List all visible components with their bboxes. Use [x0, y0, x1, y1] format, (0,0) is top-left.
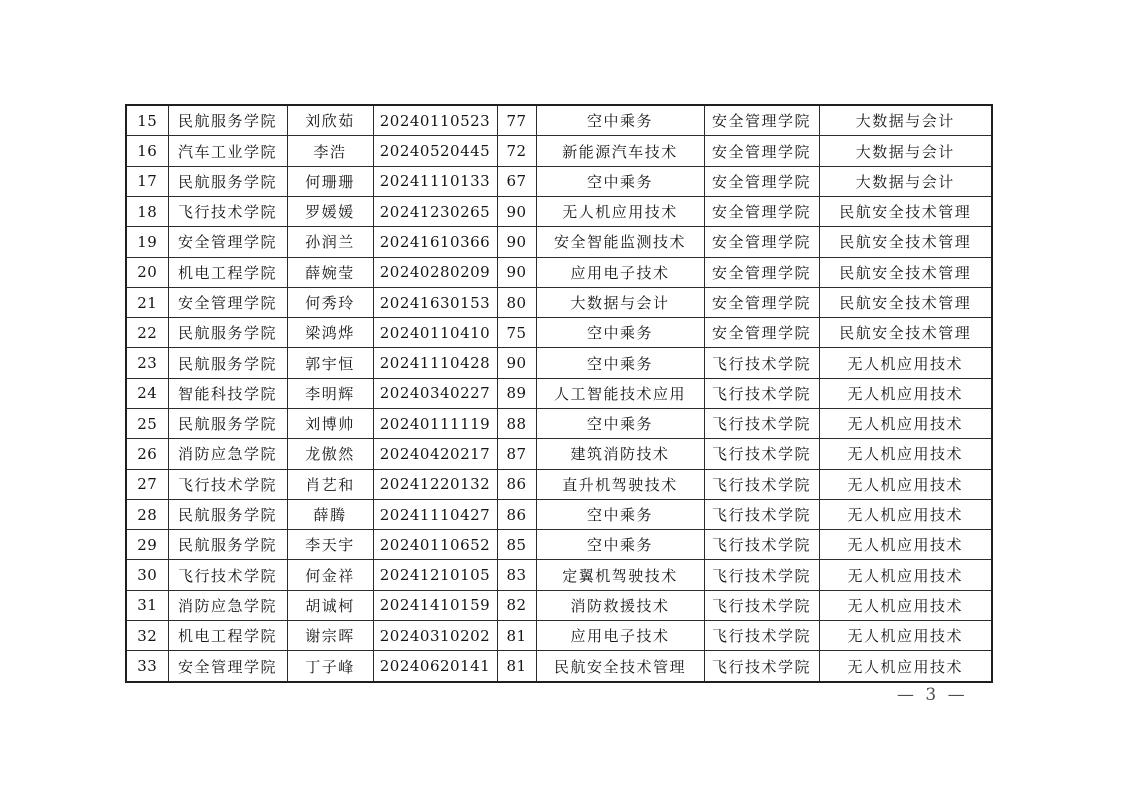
cell-college: 机电工程学院 — [168, 620, 287, 650]
cell-college: 民航服务学院 — [168, 348, 287, 378]
cell-transfer-major: 民航安全技术管理 — [819, 257, 992, 287]
cell-student-name: 肖艺和 — [287, 469, 373, 499]
cell-transfer-college: 安全管理学院 — [704, 105, 819, 136]
cell-transfer-college: 飞行技术学院 — [704, 378, 819, 408]
cell-transfer-college: 安全管理学院 — [704, 227, 819, 257]
cell-score: 67 — [497, 166, 536, 196]
cell-transfer-college: 安全管理学院 — [704, 257, 819, 287]
cell-transfer-college: 飞行技术学院 — [704, 439, 819, 469]
cell-college: 民航服务学院 — [168, 530, 287, 560]
table-row — [126, 530, 992, 560]
cell-serial-number: 23 — [126, 348, 168, 378]
table-row — [126, 287, 992, 317]
cell-college: 飞行技术学院 — [168, 197, 287, 227]
cell-student-name: 何秀玲 — [287, 287, 373, 317]
cell-transfer-college: 安全管理学院 — [704, 197, 819, 227]
cell-transfer-college: 飞行技术学院 — [704, 560, 819, 590]
cell-student-id: 20240340227 — [373, 378, 497, 408]
table-row — [126, 590, 992, 620]
table-row — [126, 318, 992, 348]
cell-college: 民航服务学院 — [168, 499, 287, 529]
cell-major: 大数据与会计 — [536, 287, 704, 317]
cell-transfer-major: 无人机应用技术 — [819, 348, 992, 378]
cell-major: 人工智能技术应用 — [536, 378, 704, 408]
cell-transfer-major: 民航安全技术管理 — [819, 287, 992, 317]
cell-score: 81 — [497, 620, 536, 650]
table-row — [126, 197, 992, 227]
student-transfer-table — [125, 104, 993, 683]
cell-transfer-college: 安全管理学院 — [704, 136, 819, 166]
cell-serial-number: 30 — [126, 560, 168, 590]
cell-major: 空中乘务 — [536, 348, 704, 378]
cell-major: 应用电子技术 — [536, 620, 704, 650]
cell-transfer-major: 民航安全技术管理 — [819, 318, 992, 348]
table-body — [126, 105, 992, 682]
table-row — [126, 651, 992, 682]
cell-major: 民航安全技术管理 — [536, 651, 704, 682]
cell-student-name: 刘欣茹 — [287, 105, 373, 136]
cell-student-name: 何珊珊 — [287, 166, 373, 196]
cell-major: 空中乘务 — [536, 318, 704, 348]
cell-student-name: 薛腾 — [287, 499, 373, 529]
cell-major: 新能源汽车技术 — [536, 136, 704, 166]
cell-student-name: 薛婉莹 — [287, 257, 373, 287]
cell-transfer-major: 大数据与会计 — [819, 166, 992, 196]
cell-transfer-major: 无人机应用技术 — [819, 439, 992, 469]
cell-student-name: 李天宇 — [287, 530, 373, 560]
cell-major: 直升机驾驶技术 — [536, 469, 704, 499]
cell-transfer-major: 民航安全技术管理 — [819, 197, 992, 227]
table-row — [126, 560, 992, 590]
cell-student-name: 梁鸿烨 — [287, 318, 373, 348]
cell-score: 90 — [497, 257, 536, 287]
cell-transfer-college: 飞行技术学院 — [704, 348, 819, 378]
cell-score: 85 — [497, 530, 536, 560]
cell-student-name: 郭宇恒 — [287, 348, 373, 378]
cell-student-id: 20241110427 — [373, 499, 497, 529]
cell-score: 87 — [497, 439, 536, 469]
cell-serial-number: 19 — [126, 227, 168, 257]
cell-serial-number: 29 — [126, 530, 168, 560]
cell-score: 80 — [497, 287, 536, 317]
cell-student-id: 20240520445 — [373, 136, 497, 166]
cell-student-id: 20241110428 — [373, 348, 497, 378]
cell-serial-number: 25 — [126, 409, 168, 439]
cell-transfer-college: 安全管理学院 — [704, 287, 819, 317]
cell-student-name: 何金祥 — [287, 560, 373, 590]
cell-college: 民航服务学院 — [168, 105, 287, 136]
cell-score: 88 — [497, 409, 536, 439]
cell-serial-number: 28 — [126, 499, 168, 529]
table-row — [126, 166, 992, 196]
table-row — [126, 469, 992, 499]
cell-major: 应用电子技术 — [536, 257, 704, 287]
table-row — [126, 348, 992, 378]
table-row — [126, 136, 992, 166]
cell-serial-number: 22 — [126, 318, 168, 348]
cell-student-id: 20241110133 — [373, 166, 497, 196]
cell-transfer-major: 无人机应用技术 — [819, 378, 992, 408]
cell-college: 消防应急学院 — [168, 439, 287, 469]
table-row — [126, 620, 992, 650]
cell-student-id: 20241610366 — [373, 227, 497, 257]
cell-transfer-college: 飞行技术学院 — [704, 620, 819, 650]
cell-major: 空中乘务 — [536, 409, 704, 439]
cell-student-id: 20241230265 — [373, 197, 497, 227]
cell-student-id: 20240620141 — [373, 651, 497, 682]
cell-major: 空中乘务 — [536, 499, 704, 529]
cell-student-id: 20240110410 — [373, 318, 497, 348]
cell-college: 智能科技学院 — [168, 378, 287, 408]
cell-student-id: 20240280209 — [373, 257, 497, 287]
cell-major: 安全智能监测技术 — [536, 227, 704, 257]
cell-serial-number: 21 — [126, 287, 168, 317]
table-row — [126, 105, 992, 136]
table-row — [126, 227, 992, 257]
cell-transfer-college: 飞行技术学院 — [704, 469, 819, 499]
cell-major: 空中乘务 — [536, 530, 704, 560]
cell-transfer-college: 飞行技术学院 — [704, 651, 819, 682]
cell-serial-number: 15 — [126, 105, 168, 136]
cell-serial-number: 27 — [126, 469, 168, 499]
cell-student-id: 20241210105 — [373, 560, 497, 590]
cell-transfer-major: 无人机应用技术 — [819, 469, 992, 499]
cell-transfer-college: 飞行技术学院 — [704, 530, 819, 560]
cell-score: 90 — [497, 197, 536, 227]
cell-student-id: 20240111119 — [373, 409, 497, 439]
cell-transfer-major: 大数据与会计 — [819, 105, 992, 136]
cell-student-id: 20241410159 — [373, 590, 497, 620]
cell-major: 建筑消防技术 — [536, 439, 704, 469]
cell-serial-number: 32 — [126, 620, 168, 650]
cell-transfer-college: 飞行技术学院 — [704, 409, 819, 439]
cell-student-name: 胡诚柯 — [287, 590, 373, 620]
cell-score: 90 — [497, 227, 536, 257]
cell-major: 定翼机驾驶技术 — [536, 560, 704, 590]
cell-college: 安全管理学院 — [168, 651, 287, 682]
cell-transfer-major: 无人机应用技术 — [819, 409, 992, 439]
cell-score: 90 — [497, 348, 536, 378]
cell-score: 86 — [497, 499, 536, 529]
cell-transfer-major: 无人机应用技术 — [819, 590, 992, 620]
cell-score: 75 — [497, 318, 536, 348]
cell-student-name: 丁子峰 — [287, 651, 373, 682]
cell-transfer-major: 无人机应用技术 — [819, 499, 992, 529]
cell-student-name: 李浩 — [287, 136, 373, 166]
cell-serial-number: 16 — [126, 136, 168, 166]
cell-score: 83 — [497, 560, 536, 590]
cell-college: 民航服务学院 — [168, 409, 287, 439]
cell-college: 民航服务学院 — [168, 318, 287, 348]
cell-score: 86 — [497, 469, 536, 499]
table-row — [126, 257, 992, 287]
cell-serial-number: 26 — [126, 439, 168, 469]
cell-score: 81 — [497, 651, 536, 682]
cell-student-id: 20240310202 — [373, 620, 497, 650]
cell-college: 安全管理学院 — [168, 287, 287, 317]
cell-student-name: 龙傲然 — [287, 439, 373, 469]
cell-serial-number: 31 — [126, 590, 168, 620]
cell-college: 民航服务学院 — [168, 166, 287, 196]
cell-score: 77 — [497, 105, 536, 136]
cell-transfer-college: 安全管理学院 — [704, 166, 819, 196]
cell-college: 机电工程学院 — [168, 257, 287, 287]
cell-college: 消防应急学院 — [168, 590, 287, 620]
cell-transfer-college: 安全管理学院 — [704, 318, 819, 348]
cell-transfer-major: 无人机应用技术 — [819, 560, 992, 590]
table-row — [126, 378, 992, 408]
cell-student-name: 谢宗晖 — [287, 620, 373, 650]
cell-student-name: 李明辉 — [287, 378, 373, 408]
table-row — [126, 409, 992, 439]
cell-student-id: 20241630153 — [373, 287, 497, 317]
cell-serial-number: 24 — [126, 378, 168, 408]
cell-college: 飞行技术学院 — [168, 469, 287, 499]
cell-serial-number: 18 — [126, 197, 168, 227]
cell-student-id: 20240110523 — [373, 105, 497, 136]
cell-student-name: 刘博帅 — [287, 409, 373, 439]
cell-college: 飞行技术学院 — [168, 560, 287, 590]
table-row — [126, 439, 992, 469]
cell-serial-number: 20 — [126, 257, 168, 287]
cell-major: 无人机应用技术 — [536, 197, 704, 227]
cell-transfer-college: 飞行技术学院 — [704, 499, 819, 529]
page-number: — 3 — — [897, 685, 968, 705]
cell-college: 汽车工业学院 — [168, 136, 287, 166]
cell-student-name: 罗媛媛 — [287, 197, 373, 227]
cell-serial-number: 33 — [126, 651, 168, 682]
cell-college: 安全管理学院 — [168, 227, 287, 257]
cell-transfer-major: 大数据与会计 — [819, 136, 992, 166]
cell-serial-number: 17 — [126, 166, 168, 196]
cell-transfer-major: 无人机应用技术 — [819, 651, 992, 682]
cell-student-id: 20240420217 — [373, 439, 497, 469]
cell-major: 空中乘务 — [536, 105, 704, 136]
cell-transfer-college: 飞行技术学院 — [704, 590, 819, 620]
cell-student-id: 20241220132 — [373, 469, 497, 499]
cell-major: 空中乘务 — [536, 166, 704, 196]
cell-score: 82 — [497, 590, 536, 620]
cell-score: 89 — [497, 378, 536, 408]
cell-student-name: 孙润兰 — [287, 227, 373, 257]
cell-transfer-major: 无人机应用技术 — [819, 530, 992, 560]
cell-transfer-major: 无人机应用技术 — [819, 620, 992, 650]
cell-student-id: 20240110652 — [373, 530, 497, 560]
table-row — [126, 499, 992, 529]
cell-score: 72 — [497, 136, 536, 166]
cell-major: 消防救援技术 — [536, 590, 704, 620]
cell-transfer-major: 民航安全技术管理 — [819, 227, 992, 257]
